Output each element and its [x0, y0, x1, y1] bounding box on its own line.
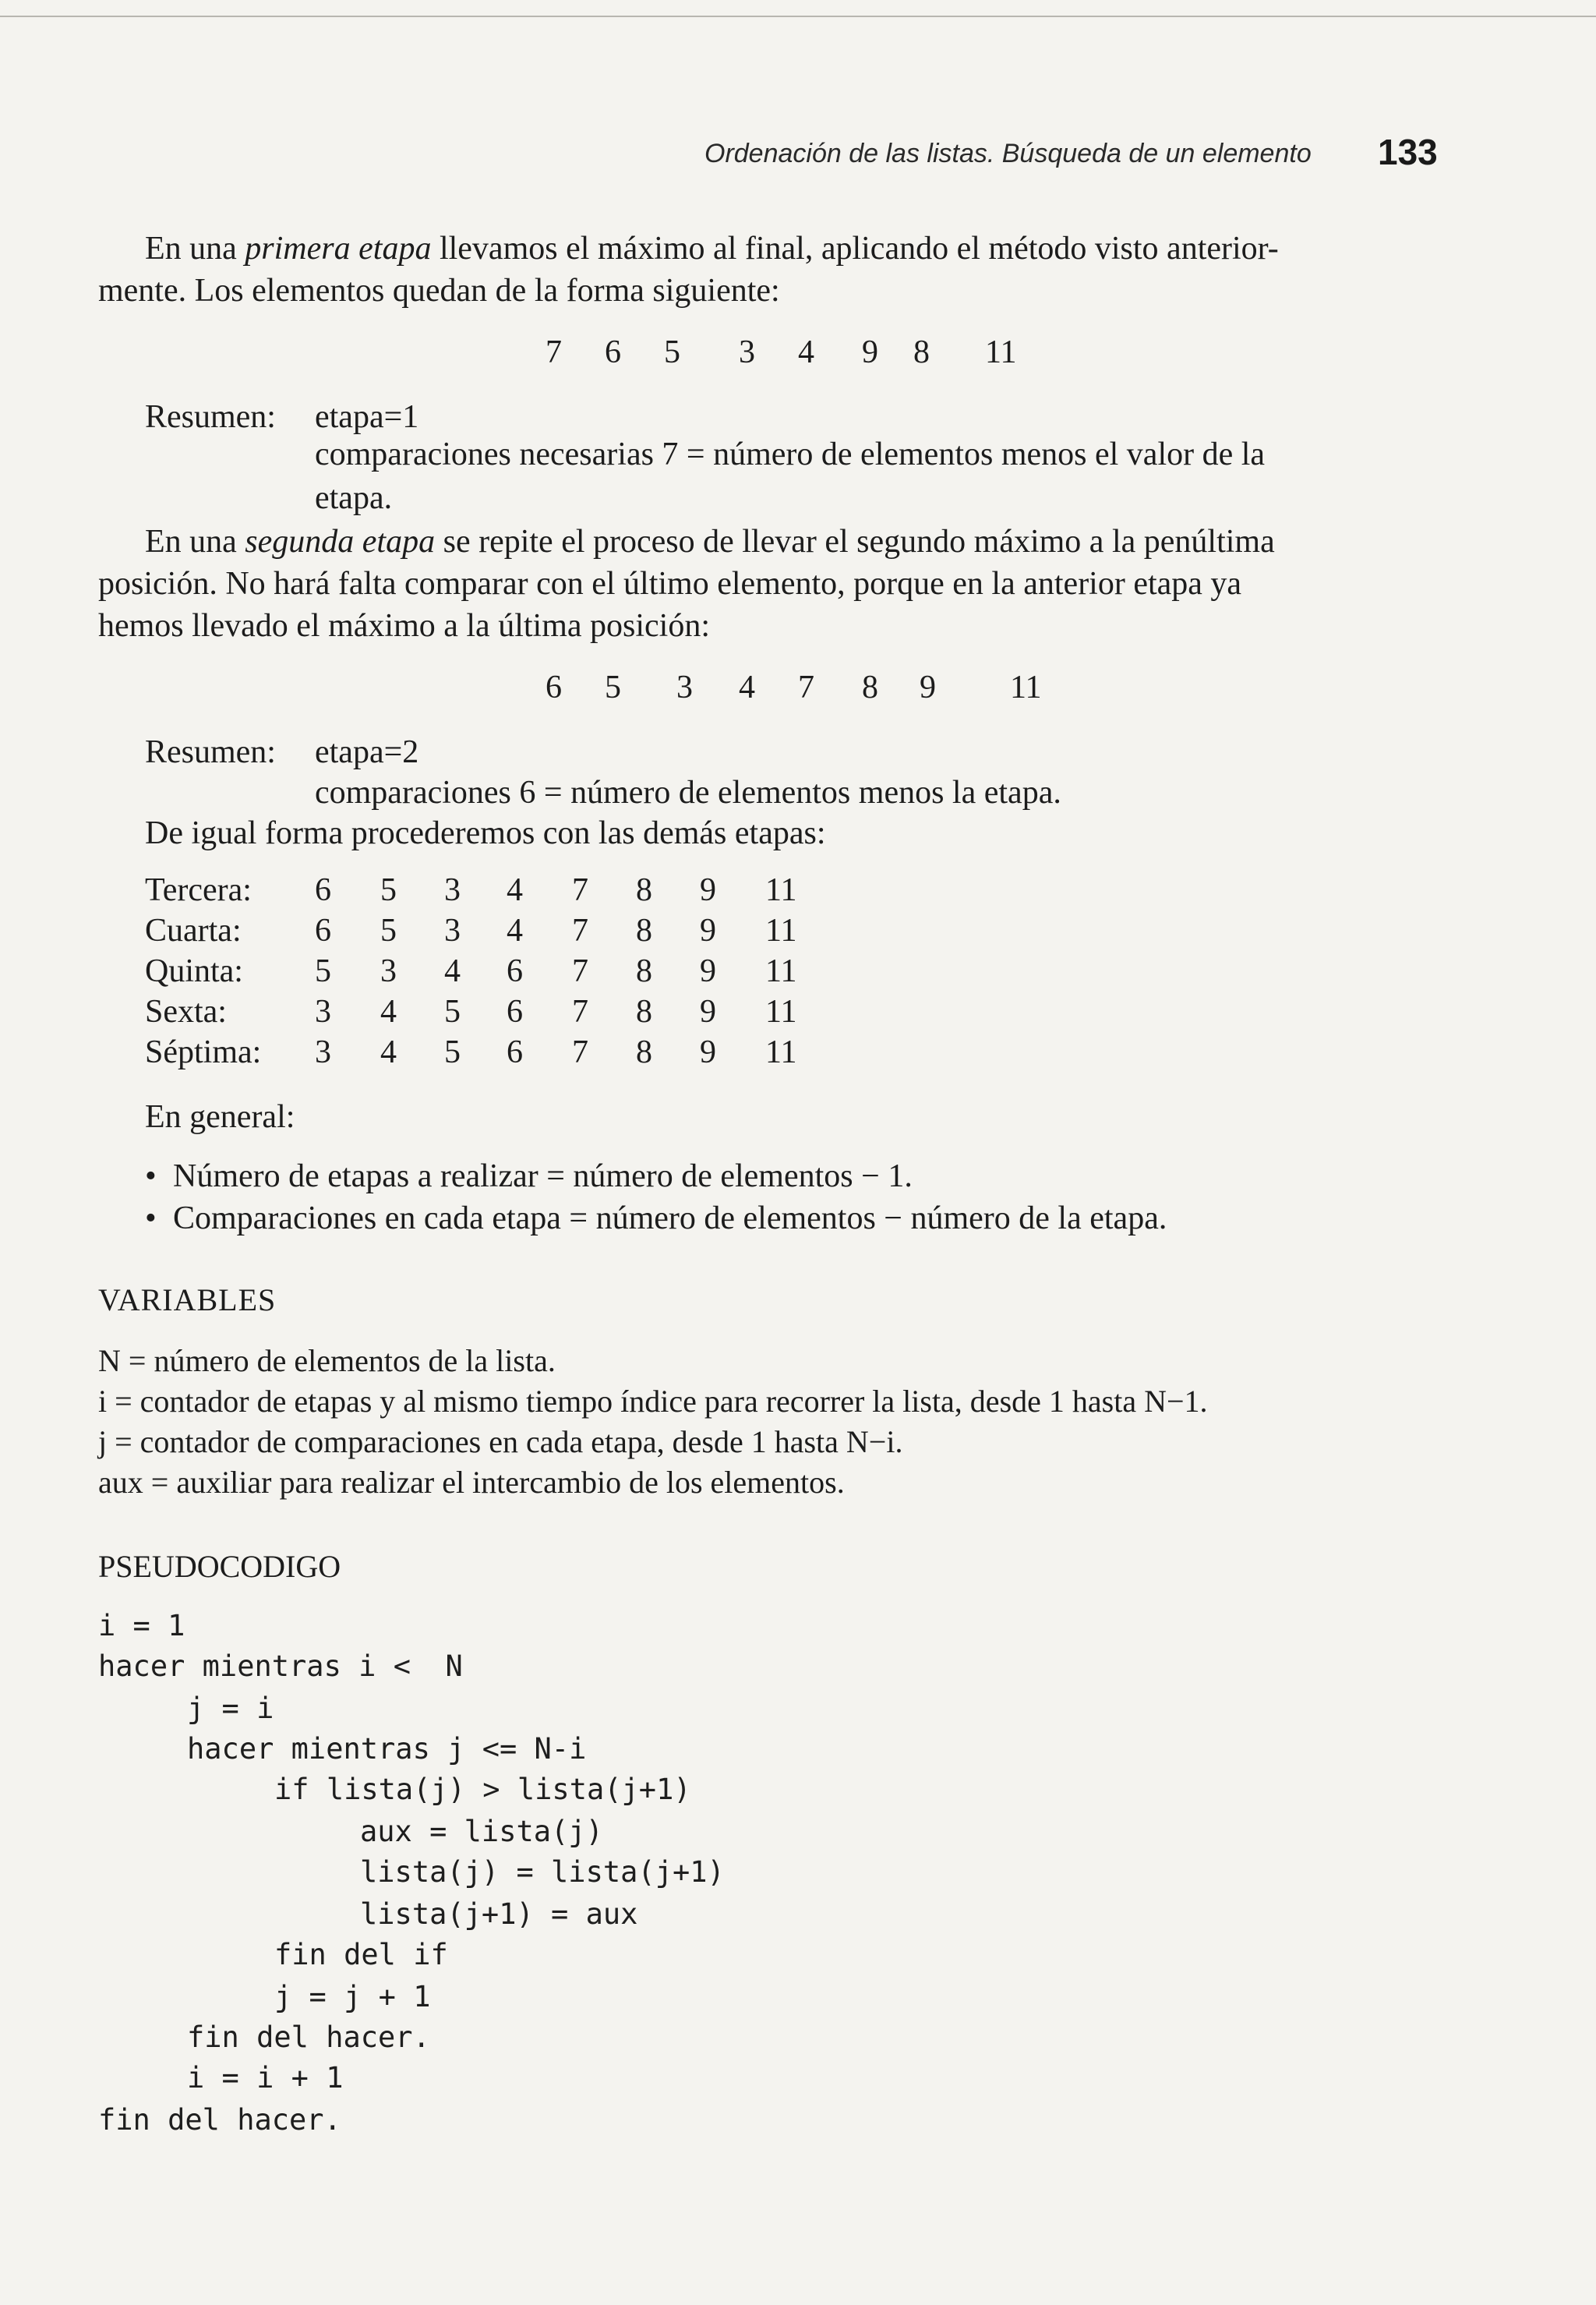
- running-head: Ordenación de las listas. Búsqueda de un elemento: [704, 139, 1312, 168]
- stage-value: 11: [765, 913, 797, 949]
- stage-row: [145, 871, 846, 912]
- stage-value: 11: [765, 1034, 797, 1070]
- second-stage-line-1: En una segunda etapa se repite el proceso de llevar el segundo máximo a la penúltima: [145, 524, 1275, 560]
- variable-line: i = contador de etapas y al mismo tiempo índice para recorrer la lista, desde 1 hasta N−1.: [98, 1384, 1208, 1419]
- code-line: hacer mientras i < N: [98, 1649, 463, 1683]
- bullet-dot-icon: •: [145, 1200, 157, 1236]
- stage-value: 7: [572, 994, 588, 1030]
- stage-value: 4: [380, 994, 397, 1030]
- sequence-1-value: 9: [862, 334, 878, 370]
- general-bullet: • Número de etapas a realizar = número de elementos − 1.: [145, 1155, 913, 1197]
- stage-value: 8: [636, 1034, 652, 1070]
- sequence-1-value: 4: [798, 334, 814, 370]
- stage-value: 5: [380, 913, 397, 949]
- stage-value: 4: [507, 913, 523, 949]
- code-line: hacer mientras j <= N-i: [187, 1732, 587, 1766]
- stage-value: 5: [444, 994, 461, 1030]
- stage-value: 4: [380, 1034, 397, 1070]
- general-title: En general:: [145, 1099, 295, 1135]
- stage-value: 3: [444, 913, 461, 949]
- sequence-2-value: 9: [920, 670, 936, 705]
- stage-value: 5: [444, 1034, 461, 1070]
- stage-value: 7: [572, 872, 588, 908]
- stage-value: 4: [444, 953, 461, 989]
- stage-value: 7: [572, 953, 588, 989]
- sequence-1-value: 11: [985, 334, 1017, 370]
- code-line: lista(j+1) = aux: [360, 1897, 638, 1931]
- intro-line-2: mente. Los elementos quedan de la forma siguiente:: [98, 273, 780, 309]
- variables-heading: VARIABLES: [98, 1282, 277, 1317]
- sequence-2-value: 8: [862, 670, 878, 705]
- code-line: fin del if: [274, 1938, 448, 1971]
- sequence-2-value: 4: [739, 670, 755, 705]
- stage-value: 9: [700, 872, 716, 908]
- stage-row: [145, 953, 846, 993]
- stage-value: 3: [444, 872, 461, 908]
- stage-value: 11: [765, 872, 797, 908]
- code-line: fin del hacer.: [187, 2020, 430, 2054]
- sequence-1-value: 3: [739, 334, 755, 370]
- code-line: if lista(j) > lista(j+1): [274, 1773, 691, 1806]
- stage-value: 9: [700, 953, 716, 989]
- stage-value: 6: [315, 872, 331, 908]
- summary-1-label: Resumen:: [145, 399, 276, 435]
- code-line: fin del hacer.: [98, 2103, 341, 2137]
- intro-line-1: En una primera etapa llevamos el máximo al final, aplicando el método visto anterior-: [145, 231, 1279, 267]
- sequence-1-value: 7: [546, 334, 562, 370]
- stage-value: 9: [700, 913, 716, 949]
- summary-2-label: Resumen:: [145, 734, 276, 770]
- stage-row: [145, 912, 846, 953]
- summary-2-etapa: etapa=2: [315, 734, 419, 770]
- summary-1-comparisons-line-1: comparaciones necesarias 7 = número de elementos menos el valor de la: [315, 437, 1266, 472]
- sequence-2-value: 11: [1010, 670, 1042, 705]
- summary-2-comparisons: comparaciones 6 = número de elementos menos la etapa.: [315, 775, 1061, 811]
- stage-value: 7: [572, 913, 588, 949]
- stage-value: 7: [572, 1034, 588, 1070]
- other-stages-intro: De igual forma procederemos con las demás etapas:: [145, 815, 826, 851]
- variable-line: aux = auxiliar para realizar el intercambio de los elementos.: [98, 1465, 845, 1500]
- pseudocode-heading: PSEUDOCODIGO: [98, 1549, 341, 1584]
- sequence-2-value: 3: [676, 670, 693, 705]
- code-line: aux = lista(j): [360, 1815, 603, 1848]
- sequence-1-value: 5: [664, 334, 680, 370]
- sequence-2-value: 7: [798, 670, 814, 705]
- stage-value: 4: [507, 872, 523, 908]
- stage-value: 8: [636, 913, 652, 949]
- stage-name: Cuarta:: [145, 913, 242, 949]
- second-stage-line-3: hemos llevado el máximo a la última posición:: [98, 608, 710, 644]
- code-line: j = j + 1: [274, 1980, 431, 2013]
- variable-line: N = número de elementos de la lista.: [98, 1343, 556, 1378]
- stage-value: 6: [507, 953, 523, 989]
- code-line: j = i: [187, 1692, 274, 1725]
- general-bullet: • Comparaciones en cada etapa = número de elementos − número de la etapa.: [145, 1197, 1167, 1239]
- summary-1-comparisons-line-2: etapa.: [315, 480, 393, 516]
- stage-name: Quinta:: [145, 953, 243, 989]
- code-line: i = i + 1: [187, 2061, 344, 2095]
- stage-value: 8: [636, 994, 652, 1030]
- stage-value: 6: [315, 913, 331, 949]
- code-line: i = 1: [98, 1609, 185, 1642]
- stage-name: Tercera:: [145, 872, 252, 908]
- sequence-2-value: 6: [546, 670, 562, 705]
- stage-value: 6: [507, 994, 523, 1030]
- variable-line: j = contador de comparaciones en cada etapa, desde 1 hasta N−i.: [98, 1424, 903, 1459]
- stage-name: Séptima:: [145, 1034, 262, 1070]
- stage-value: 9: [700, 1034, 716, 1070]
- stage-value: 11: [765, 994, 797, 1030]
- stage-value: 3: [315, 994, 331, 1030]
- sequence-2-value: 5: [605, 670, 621, 705]
- stage-value: 11: [765, 953, 797, 989]
- stage-value: 3: [380, 953, 397, 989]
- stage-value: 9: [700, 994, 716, 1030]
- stage-row: [145, 1034, 846, 1074]
- stage-row: [145, 993, 846, 1034]
- page-number: 133: [1378, 132, 1438, 172]
- stage-value: 8: [636, 953, 652, 989]
- code-line: lista(j) = lista(j+1): [360, 1855, 725, 1889]
- top-rule: [0, 16, 1596, 17]
- stage-value: 5: [315, 953, 331, 989]
- sequence-1-value: 6: [605, 334, 621, 370]
- summary-1-etapa: etapa=1: [315, 399, 419, 435]
- bullet-dot-icon: •: [145, 1158, 157, 1194]
- stage-value: 6: [507, 1034, 523, 1070]
- stage-value: 8: [636, 872, 652, 908]
- second-stage-line-2: posición. No hará falta comparar con el último elemento, porque en la anterior etapa ya: [98, 566, 1242, 602]
- stage-value: 5: [380, 872, 397, 908]
- stage-value: 3: [315, 1034, 331, 1070]
- sequence-1-value: 8: [913, 334, 930, 370]
- stage-name: Sexta:: [145, 994, 227, 1030]
